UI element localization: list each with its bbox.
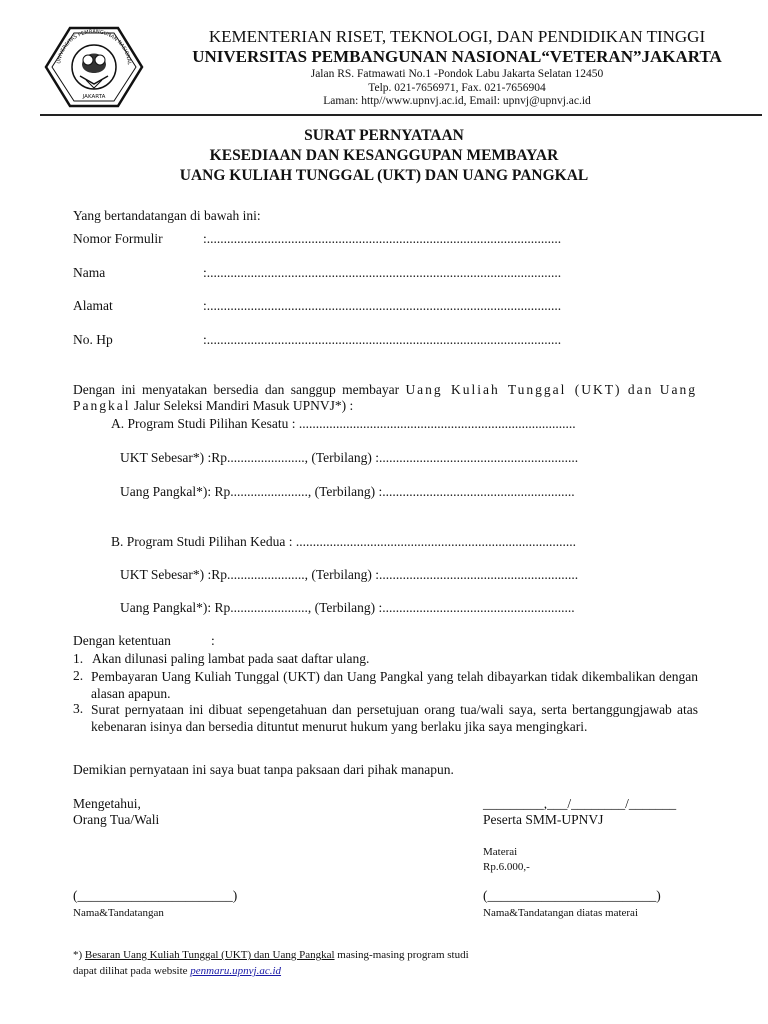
field-label-nama: Nama bbox=[73, 265, 106, 280]
logo-ring-text: UNIVERSITAS PEMBANGUNAN NASIONAL bbox=[56, 28, 132, 66]
header-divider bbox=[40, 114, 762, 116]
address-line: Jalan RS. Fatmawati No.1 -Pondok Labu Jakarta Selatan 12450 bbox=[310, 68, 604, 80]
footnote-mark: *) bbox=[73, 949, 83, 961]
phone-line: Telp. 021-7656971, Fax. 021-7656904 bbox=[368, 82, 546, 94]
document-title: SURAT PERNYATAAN bbox=[304, 127, 464, 144]
term-2-text: Pembayaran Uang Kuliah Tunggal (UKT) dan Uang Pangkal yang telah dibayarkan tidak dikembalikan dengan alasan apapun. bbox=[91, 669, 698, 701]
footnote-line2-text: dapat dilihat pada website bbox=[73, 965, 191, 977]
logo-bottom-text: JAKARTA bbox=[82, 94, 106, 100]
choice-b-ukt[interactable]: UKT Sebesar*) :Rp......................., (Terbilang) :........................................................... bbox=[120, 567, 579, 582]
statement-rest: Jalur Seleksi Mandiri Masuk UPNVJ*) : bbox=[133, 398, 354, 413]
term-2-num: 2. bbox=[73, 668, 84, 683]
sign-left-caption: Nama&Tandatangan bbox=[73, 907, 164, 919]
field-fill-nama[interactable]: :......................................................................................................... bbox=[203, 265, 562, 280]
term-1-num: 1. bbox=[73, 651, 84, 666]
university-logo bbox=[42, 24, 146, 110]
choice-b-pangkal[interactable]: Uang Pangkal*): Rp......................., (Terbilang) :......................................................... bbox=[120, 600, 575, 615]
statement-part1: Dengan ini menyatakan bersedia dan sanggup membayar bbox=[73, 382, 406, 397]
document-subtitle-1: KESEDIAAN DAN KESANGGUPAN MEMBAYAR bbox=[209, 147, 559, 164]
sign-right-caption: Nama&Tandatangan diatas materai bbox=[483, 907, 638, 919]
field-label-no-hp: No. Hp bbox=[73, 332, 113, 347]
field-label-nomor-formulir: Nomor Formulir bbox=[73, 231, 163, 246]
term-1-text: Akan dilunasi paling lambat pada saat daftar ulang. bbox=[92, 651, 370, 666]
sign-right-bracket[interactable]: (_________________________) bbox=[483, 888, 661, 903]
closing-text: Demikian pernyataan ini saya buat tanpa paksaan dari pihak manapun. bbox=[73, 762, 454, 777]
field-label-alamat: Alamat bbox=[73, 298, 113, 313]
footnote-underlined: Besaran Uang Kuliah Tunggal (UKT) dan Uang Pangkal bbox=[84, 949, 335, 961]
statement-pangkal: Uang Pangkal bbox=[73, 382, 698, 413]
term-3-num: 3. bbox=[73, 701, 84, 716]
terms-heading: Dengan ketentuan bbox=[73, 633, 171, 648]
statement-dan: dan bbox=[627, 382, 654, 397]
term-3-text: Surat pernyataan ini dibuat sepengetahuan dan persetujuan orang tua/wali saya, serta bertanggungjawab atas kebenaran isinya dan bersedia dituntut menurut hukum yang berlaku jika saya mengingkari. bbox=[91, 702, 698, 734]
statement-paragraph bbox=[73, 382, 697, 414]
sign-left-line2: Orang Tua/Wali bbox=[73, 812, 160, 827]
materai-amount: Rp.6.000,- bbox=[483, 861, 530, 873]
footnote-line1 bbox=[73, 949, 469, 961]
document-subtitle-2: UANG KULIAH TUNGGAL (UKT) DAN UANG PANGKAL bbox=[179, 167, 589, 184]
materai-label: Materai bbox=[483, 846, 518, 858]
sign-right-line2: Peserta SMM-UPNVJ bbox=[483, 812, 604, 827]
field-fill-no-hp[interactable]: :......................................................................................................... bbox=[203, 332, 562, 347]
sign-left-line1: Mengetahui, bbox=[73, 796, 141, 811]
sign-date-line[interactable]: _________,___/________/_______ bbox=[483, 796, 677, 811]
university-name: UNIVERSITAS PEMBANGUNAN NASIONAL“VETERAN”JAKARTA bbox=[192, 47, 722, 66]
choice-a-pangkal[interactable]: Uang Pangkal*): Rp......................., (Terbilang) :......................................................... bbox=[120, 484, 575, 499]
footnote-line2 bbox=[73, 965, 281, 977]
intro-text: Yang bertandatangan di bawah ini: bbox=[73, 208, 261, 223]
sign-left-bracket[interactable]: (_______________________) bbox=[73, 888, 238, 903]
choice-a-ukt[interactable]: UKT Sebesar*) :Rp......................., (Terbilang) :........................................................... bbox=[120, 450, 579, 465]
footnote-rest: masing-masing program studi bbox=[334, 949, 469, 961]
field-fill-alamat[interactable]: :......................................................................................................... bbox=[203, 298, 562, 313]
ministry-name: KEMENTERIAN RISET, TEKNOLOGI, DAN PENDIDIKAN TINGGI bbox=[208, 27, 706, 46]
field-fill-nomor-formulir[interactable]: :......................................................................................................... bbox=[203, 231, 562, 246]
penmaru-link[interactable]: penmaru.upnvj.ac.id bbox=[190, 965, 282, 977]
choice-a-heading[interactable]: A. Program Studi Pilihan Kesatu : .................................................................................. bbox=[111, 416, 576, 431]
terms-colon: : bbox=[211, 633, 215, 648]
web-line: Laman: http//www.upnvj.ac.id, Email: upnvj@upnvj.ac.id bbox=[323, 95, 591, 107]
choice-b-heading[interactable]: B. Program Studi Pilihan Kedua : ................................................................................... bbox=[111, 534, 576, 549]
statement-ukt: Uang Kuliah Tunggal (UKT) bbox=[405, 382, 622, 397]
